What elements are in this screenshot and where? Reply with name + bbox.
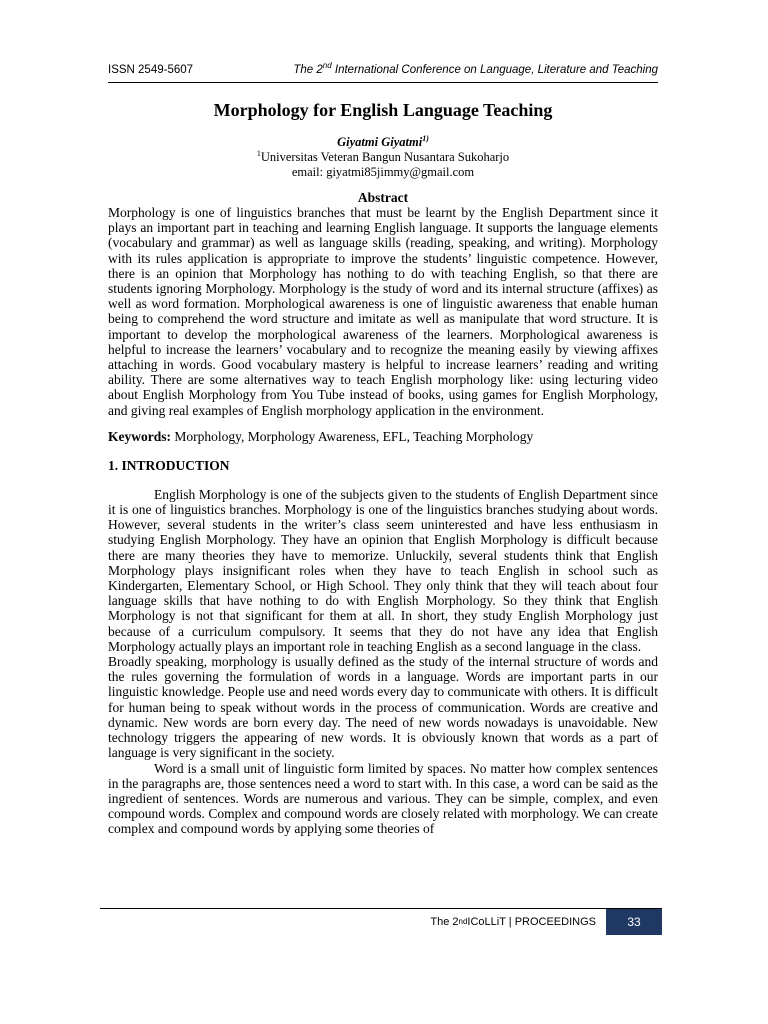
affiliation-sup: 1 — [256, 148, 261, 158]
affiliation-text: Universitas Veteran Bangun Nusantara Sukoharjo — [260, 150, 510, 164]
paper-title: Morphology for English Language Teaching — [213, 100, 553, 120]
author-email: email: giyatmi85jimmy@gmail.com — [291, 165, 475, 179]
proceedings-label-post: ICoLLiT | PROCEEDINGS — [467, 916, 596, 928]
issn-label: ISSN 2549-5607 — [108, 64, 194, 76]
page-number: 33 — [606, 909, 662, 935]
paper-body — [108, 100, 658, 837]
abstract-text: Morphology is one of linguistics branches that must be learnt by the English Department since it plays an important part in teaching and learning English language. It supports the language elements (vocabulary and grammar) as well as language skills (reading, speaking, and writing). Morphology with its rules application is appropriate to improve the students’ linguistic competence. However, there is an opinion that Morphology has nothing to do with teaching English, so that there are students ignoring Morphology. Morphology is the study of word and its internal structure (affixes) as well as word formation. Morphological awareness is one of linguistic awareness that enable human being to comprehend the word structure and imitate as well as manipulate that word structure. It is important to develop the morphological awareness of the learners. Morphological awareness is helpful to increase the learners’ vocabulary and to recognize the meaning easily by viewing affixes attaching in words. Good vocabulary mastery is helpful to increase learners’ reading and writing ability. There are some alternatives way to teach English morphology like: using lecturing video about English Morphology from You Tube instead of books, using games for English Morphology, and giving real examples of English morphology application in the environment. — [108, 205, 658, 418]
conference-name — [293, 61, 658, 76]
author-name-text: Giyatmi Giyatmi — [337, 135, 423, 149]
author-name — [108, 135, 658, 150]
body-paragraph: Broadly speaking, morphology is usually defined as the study of the internal structure of words and the rules governing the formulation of words in a language. Words are important parts in our linguistic knowledge. People use and need words every day to communicate with others. It is difficult for human being to speak without words in the process of communication. Words are creative and dynamic. New words are born every day. The need of new words nowadays is unavoidable. New technology triggers the appearing of new words. It is obviously known that words as a part of language is very significant in the society. — [108, 654, 658, 761]
conference-name-sup: nd — [322, 61, 332, 71]
header-divider — [108, 82, 658, 83]
conference-name-post: International Conference on Language, Literature and Teaching — [331, 64, 658, 76]
body-paragraph: English Morphology is one of the subjects given to the students of English Department since it is one of linguistics branches. Morphology is one of the linguistics branches studying about words. However, several students in the writer’s class seem uninterested and have less enthusiasm in studying English Morphology. They have an opinion that English Morphology is difficult because there are many theories they have to memorize. Unluckily, several students think that English Morphology plays insignificant roles when they have to teach English in school such as Kindergarten, Elementary School, or High School. They only think that they will teach about four language skills that have nothing to do with English Morphology. So they think that English Morphology is not that significant for them at all. In short, they study English Morphology just because of a curriculum compulsory. It seems that they do not have any idea that English Morphology actually plays an important role in teaching English as a second language in the class. — [108, 486, 658, 654]
running-footer — [420, 909, 662, 935]
conference-name-pre: The 2 — [293, 64, 323, 76]
section-heading: 1. INTRODUCTION — [108, 457, 230, 473]
keywords-text: Morphology, Morphology Awareness, EFL, Teaching Morphology — [171, 428, 534, 444]
abstract-heading: Abstract — [357, 190, 409, 205]
author-affiliation — [108, 150, 658, 165]
keywords — [108, 429, 658, 445]
proceedings-label: The 2 nd ICoLLiT | PROCEEDINGS — [430, 916, 596, 928]
body-paragraph: Word is a small unit of linguistic form limited by spaces. No matter how complex sentences in the paragraphs are, those sentences need a word to start with. In this case, a word can be said as the ingredient of sentences. Words are numerous and various. They can be simple, complex, and even compound words. Complex and compound words are closely related with morphology. We can create complex and compound words by applying some theories of — [108, 760, 658, 837]
keywords-label: Keywords: — [108, 428, 171, 444]
author-name-sup: 1) — [422, 133, 429, 143]
proceedings-label-pre: The 2 — [430, 916, 459, 928]
running-header — [108, 61, 658, 76]
